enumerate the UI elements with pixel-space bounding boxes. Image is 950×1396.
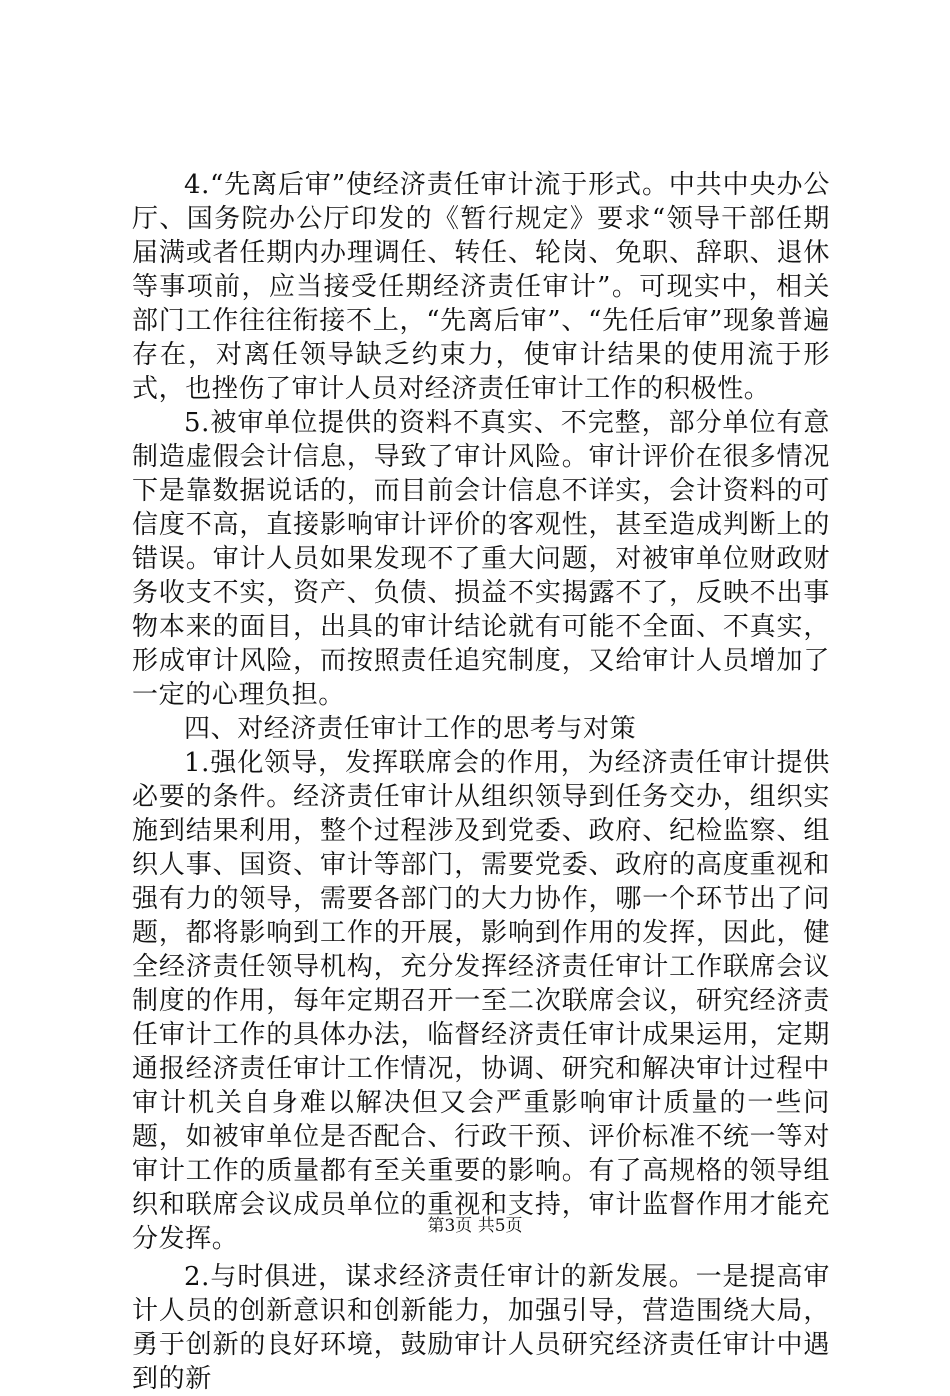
paragraph-measure-2: 2.与时俱进，谋求经济责任审计的新发展。一是提高审计人员的创新意识和创新能力，加强引导，营造围绕大局，勇于创新的良好环境，鼓励审计人员研究经济责任审计中遇到的新 xyxy=(132,1262,830,1394)
page-footer xyxy=(0,1215,950,1237)
paragraph-item-4: 4.“先离后审”使经济责任审计流于形式。中共中央办公厅、国务院办公厅印发的《暂行规定》要求“领导干部任期届满或者任期内办理调任、转任、轮岗、免职、辞职、退休等事项前，应当接受任期经济责任审计”。可现实中，相关部门工作往往衔接不上，“先离后审”、“先任后审”现象普遍存在，对离任领导缺乏约束力，使审计结果的使用流于形式，也挫伤了审计人员对经济责任审计工作的积极性。 xyxy=(132,170,830,404)
document-body xyxy=(132,168,830,1396)
section-heading-4: 四、对经济责任审计工作的思考与对策 xyxy=(184,714,637,744)
paragraph-item-5: 5.被审单位提供的资料不真实、不完整，部分单位有意制造虚假会计信息，导致了审计风险。审计评价在很多情况下是靠数据说话的，而目前会计信息不详实，会计资料的可信度不高，直接影响审计评价的客观性，甚至造成判断上的错误。审计人员如果发现不了重大问题，对被审单位财政财务收支不实，资产、负债、损益不实揭露不了，反映不出事物本来的面目，出具的审计结论就有可能不全面、不真实，形成审计风险，而按照责任追究制度，又给审计人员增加了一定的心理负担。 xyxy=(132,408,830,710)
paragraph-measure-1: 1.强化领导，发挥联席会的作用，为经济责任审计提供必要的条件。经济责任审计从组织领导到任务交办，组织实施到结果利用，整个过程涉及到党委、政府、纪检监察、组织人事、国资、审计等部门，需要党委、政府的高度重视和强有力的领导，需要各部门的大力协作，哪一个环节出了问题，都将影响到工作的开展，影响到作用的发挥，因此，健全经济责任领导机构，充分发挥经济责任审计工作联席会议制度的作用，每年定期召开一至二次联席会议，研究经济责任审计工作的具体办法，临督经济责任审计成果运用，定期通报经济责任审计工作情况，协调、研究和解决审计过程中审计机关自身难以解决但又会严重影响审计质量的一些问题，如被审单位是否配合、行政干预、评价标准不统一等对审计工作的质量都有至关重要的影响。有了高规格的领导组织和联席会议成员单位的重视和支持，审计监督作用才能充分发挥。 xyxy=(132,748,830,1254)
page-number: 第3页 共5页 xyxy=(427,1216,523,1236)
